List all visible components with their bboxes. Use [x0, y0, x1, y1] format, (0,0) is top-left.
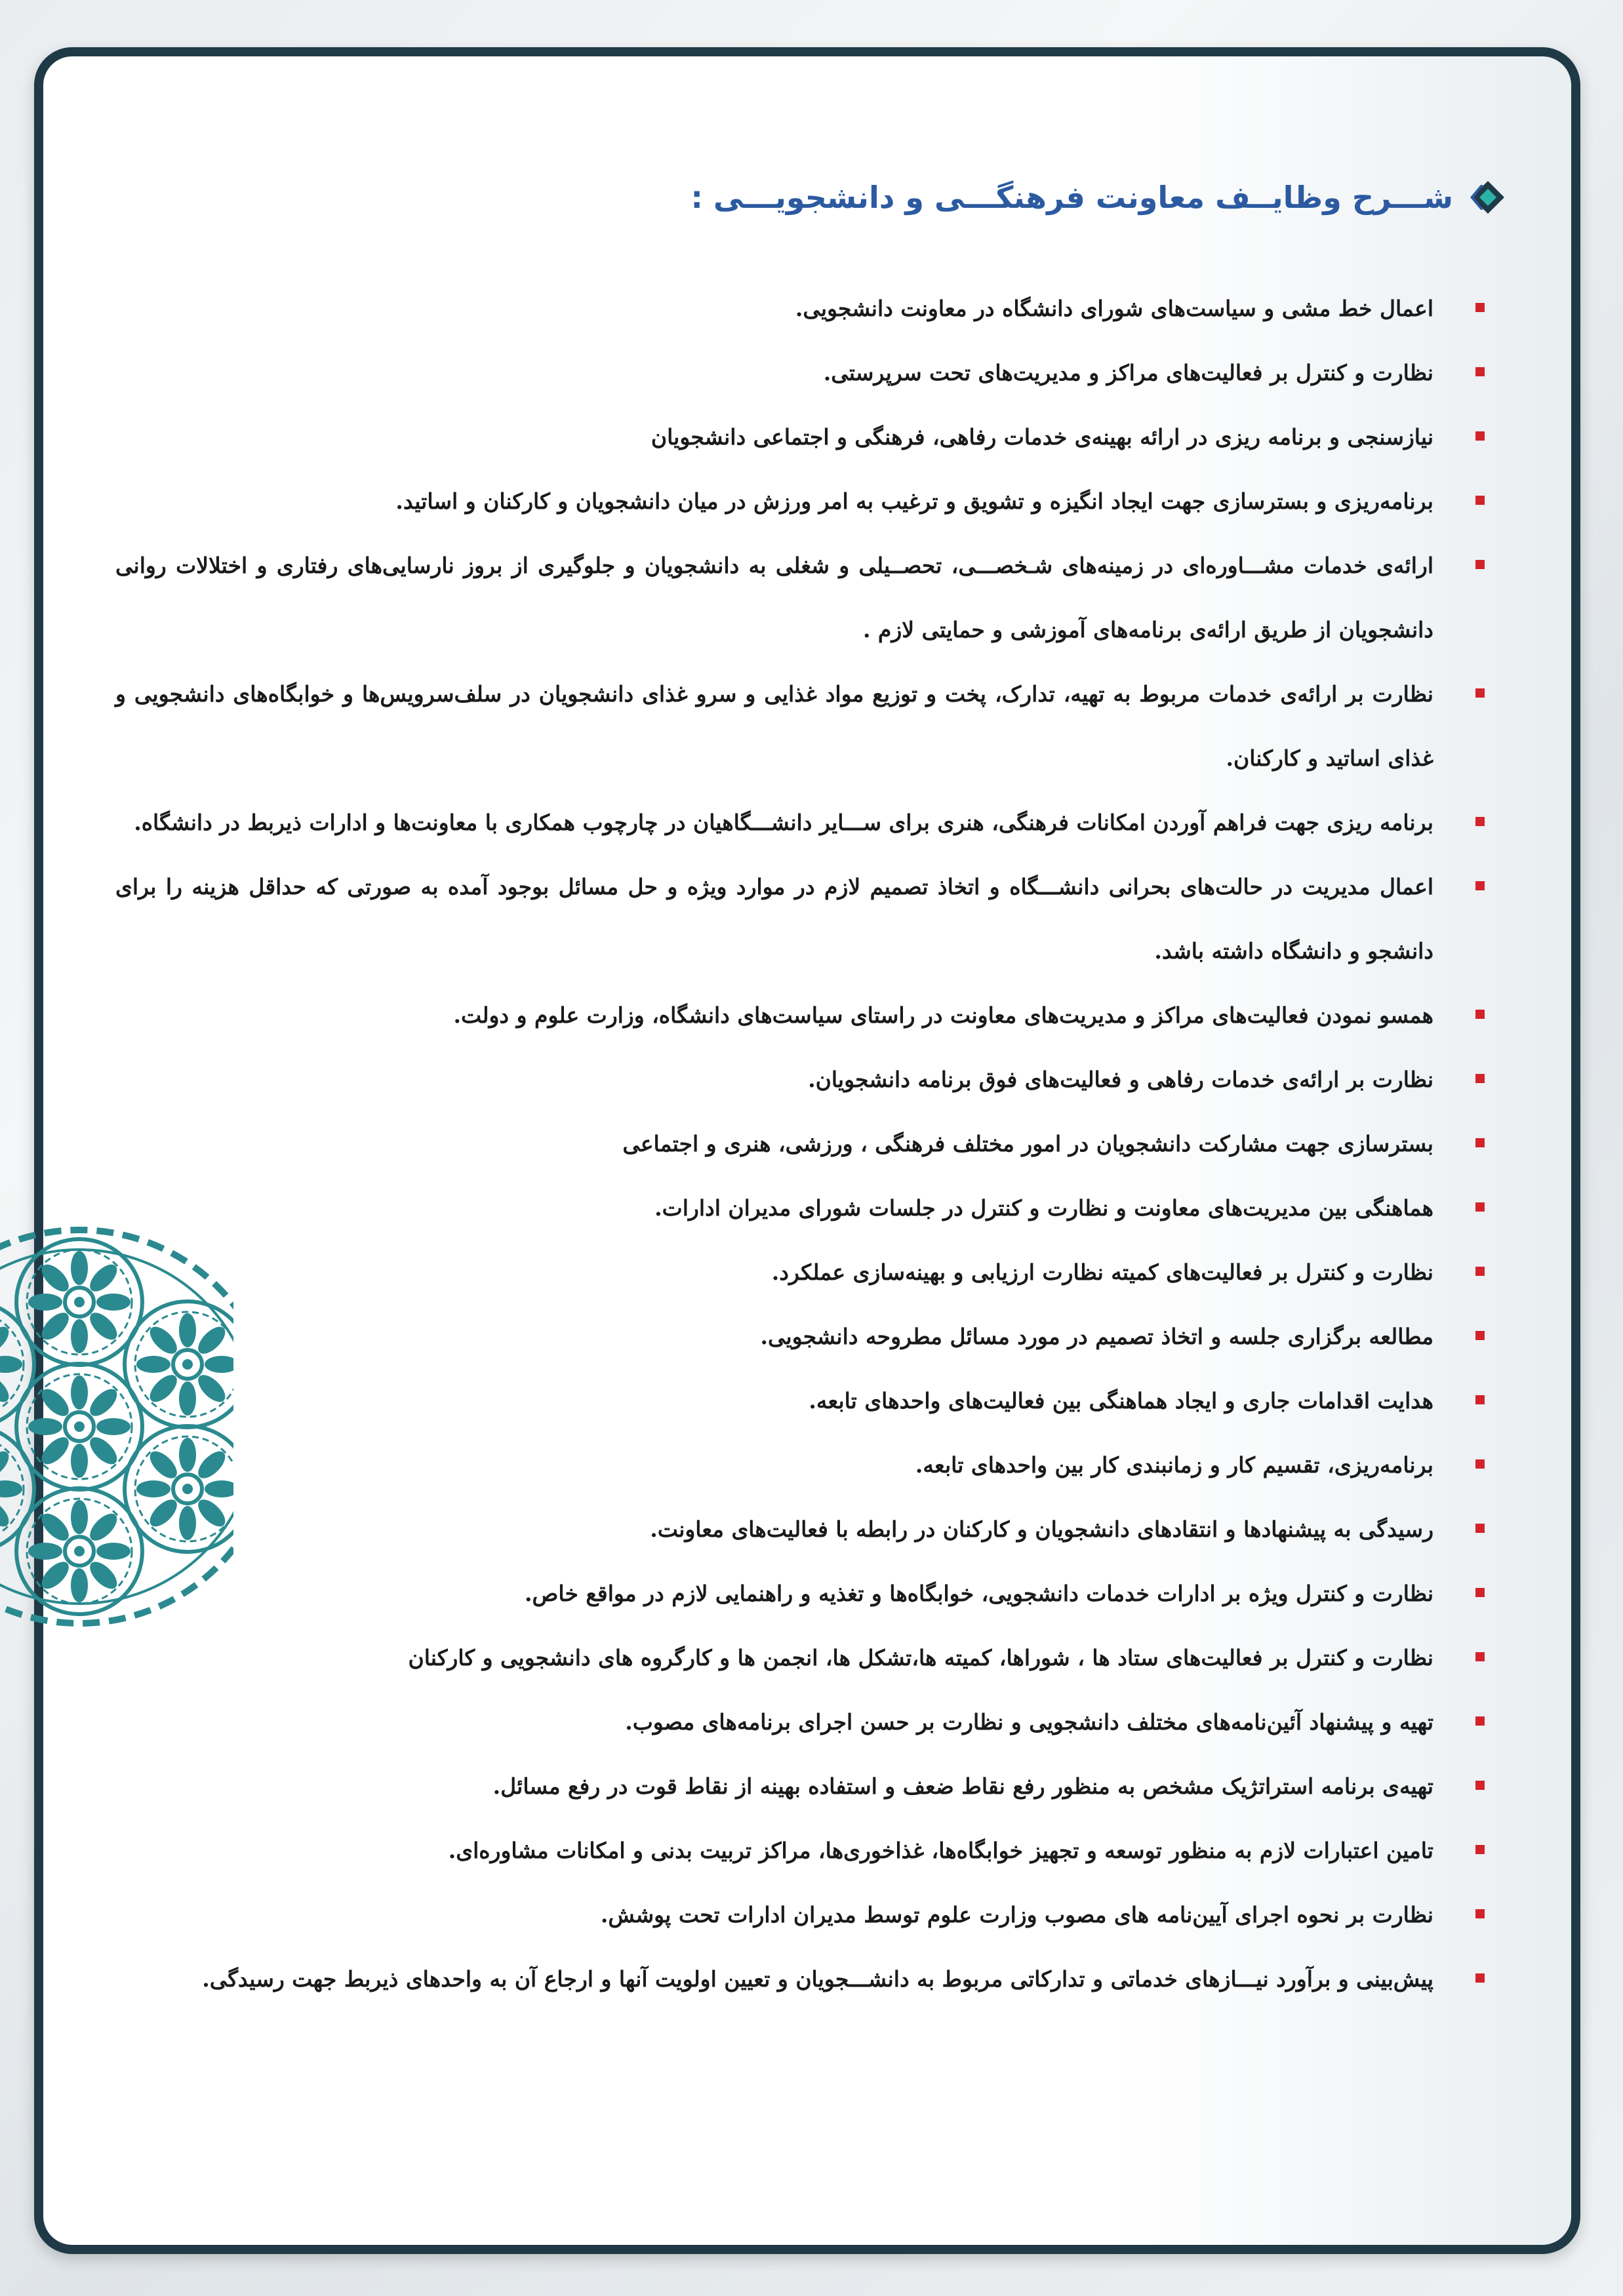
square-bullet-icon — [1475, 1395, 1485, 1404]
duty-text: نظارت بر ارائه‌ی خدمات مربوط به تهیه، تدارک، پخت و توزیع مواد غذایی و سرو غذای دانشجویان در سلف‌سرویس‌ها و خوابگاه‌های دانشجویی و غذای اساتید و کارکنان. — [115, 681, 1433, 771]
duty-item — [115, 1690, 1433, 1754]
square-bullet-icon — [1475, 496, 1485, 505]
duty-item — [115, 1754, 1433, 1819]
duty-text: اعمال مدیریت در حالت‌های بحرانی دانشـــگاه و اتخاذ تصمیم لازم در موارد ویژه و حل مسائل بوجود آمده به صورتی که حداقل هزینه را برای دانشجو و دانشگاه داشته باشد. — [115, 874, 1433, 964]
duty-text: بسترسازی جهت مشارکت دانشجویان در امور مختلف فرهنگی ، ورزشی، هنری و اجتماعی — [622, 1131, 1433, 1157]
duty-item — [115, 1433, 1433, 1497]
duty-item — [115, 1883, 1433, 1947]
duty-item — [115, 1819, 1433, 1883]
duty-item — [115, 341, 1433, 405]
duty-item — [115, 1947, 1433, 2011]
duty-item — [115, 1497, 1433, 1562]
square-bullet-icon — [1475, 1138, 1485, 1147]
duty-text: نیازسنجی و برنامه ریزی در ارائه بهینه‌ی خدمات رفاهی، فرهنگی و اجتماعی دانشجویان — [651, 424, 1433, 450]
duty-item — [115, 1562, 1433, 1626]
square-bullet-icon — [1475, 1074, 1485, 1083]
duty-item — [115, 277, 1433, 341]
duty-text: همسو نمودن فعالیت‌های مراکز و مدیریت‌های معاونت در راستای سیاست‌های دانشگاه، وزارت علوم و دولت. — [453, 1002, 1433, 1028]
duty-text: نظارت بر ارائه‌ی خدمات رفاهی و فعالیت‌های فوق برنامه دانشجویان. — [808, 1067, 1433, 1092]
square-bullet-icon — [1475, 303, 1485, 312]
duty-item — [115, 1626, 1433, 1690]
square-bullet-icon — [1475, 1267, 1485, 1276]
square-bullet-icon — [1475, 1202, 1485, 1212]
square-bullet-icon — [1475, 1010, 1485, 1019]
page-frame — [34, 47, 1580, 2254]
square-bullet-icon — [1475, 367, 1485, 376]
duty-text: هماهنگی بین مدیریت‌های معاونت و نظارت و کنترل در جلسات شورای مدیران ادارات. — [654, 1195, 1433, 1221]
duty-item — [115, 855, 1433, 983]
duty-item — [115, 1048, 1433, 1112]
duty-item — [115, 1176, 1433, 1240]
square-bullet-icon — [1475, 817, 1485, 826]
diamond-arrow-icon — [1469, 178, 1507, 216]
duty-item — [115, 791, 1433, 855]
duty-text: برنامه ریزی جهت فراهم آوردن امکانات فرهنگی، هنری برای ســـایر دانشـــگاهیان در چارچوب همکاری با معاونت‌ها و ادارات ذیربط در دانشگاه. — [134, 810, 1433, 835]
duty-text: نظارت بر نحوه اجرای آیین‌نامه های مصوب وزارت علوم توسط مدیران ادارات تحت پوشش. — [600, 1902, 1433, 1928]
duty-item — [115, 469, 1433, 534]
duty-text: مطالعه برگزاری جلسه و اتخاذ تصمیم در مورد مسائل مطروحه دانشجویی. — [760, 1324, 1433, 1349]
duty-text: رسیدگی به پیشنهادها و انتقادهای دانشجویان و کارکنان در رابطه با فعالیت‌های معاونت. — [650, 1516, 1433, 1542]
duty-text: نظارت و کنترل بر فعالیت‌های ستاد ها ، شوراها، کمیته ها،تشکل ها، انجمن ها و کارگروه های دانشجویی و کارکنان — [408, 1645, 1433, 1671]
duty-text: نظارت و کنترل ویژه بر ادارات خدمات دانشجویی، خوابگاه‌ها و تغذیه و راهنمایی لازم در مواقع خاص. — [525, 1581, 1433, 1606]
duty-text: برنامه‌ریزی، تقسیم کار و زمانبندی کار بین واحدهای تابعه. — [915, 1452, 1433, 1478]
square-bullet-icon — [1475, 1845, 1485, 1854]
duty-text: ارائه‌ی خدمات مشـــاوره‌ای در زمینه‌های شـخصـــی، تحصــیلی و شغلی به دانشجویان و جلوگیری از بروز نارسایی‌های رفتاری و اختلالات روانی دانشجویان از طریق ارائه‌ی برنامه‌های آموزشی و حمایتی لازم . — [115, 553, 1433, 643]
square-bullet-icon — [1475, 688, 1485, 698]
duty-item — [115, 1305, 1433, 1369]
duty-text: اعمال خط مشی و سیاست‌های شورای دانشگاه در معاونت دانشجویی. — [795, 296, 1433, 321]
square-bullet-icon — [1475, 1909, 1485, 1918]
square-bullet-icon — [1475, 431, 1485, 441]
square-bullet-icon — [1475, 1973, 1485, 1983]
square-bullet-icon — [1475, 1588, 1485, 1597]
square-bullet-icon — [1475, 1716, 1485, 1726]
page-title: شـــرح وظایــف معاونت فرهنگـــی و دانشجویـــی : — [691, 180, 1453, 215]
duty-item — [115, 662, 1433, 791]
duties-list — [115, 277, 1433, 2011]
duty-text: تامین اعتبارات لازم به منظور توسعه و تجهیز خوابگاه‌ها، غذاخوری‌ها، مراکز تربیت بدنی و امکانات مشاوره‌ای. — [448, 1838, 1433, 1863]
duty-item — [115, 405, 1433, 469]
duty-text: تهیه‌ی برنامه استراتژیک مشخص به منظور رفع نقاط ضعف و استفاده بهینه از نقاط قوت در رفع مسائل. — [492, 1773, 1433, 1799]
square-bullet-icon — [1475, 881, 1485, 890]
duty-item — [115, 1112, 1433, 1176]
duty-text: هدایت اقدامات جاری و ایجاد هماهنگی بین فعالیت‌های واحدهای تابعه. — [809, 1388, 1433, 1414]
square-bullet-icon — [1475, 1524, 1485, 1533]
duty-text: برنامه‌ریزی و بسترسازی جهت ایجاد انگیزه و تشویق و ترغیب به امر ورزش در میان دانشجویان و کارکنان و اساتید. — [395, 488, 1433, 514]
duty-item — [115, 1369, 1433, 1433]
duty-text: پیش‌بینی و برآورد نیـــازهای خدماتی و تدارکاتی مربوط به دانشـــجویان و تعیین اولویت آنها و ارجاع آن به واحدهای ذیربط جهت رسیدگی. — [202, 1966, 1433, 1992]
square-bullet-icon — [1475, 1652, 1485, 1661]
section-header — [691, 178, 1507, 216]
duty-text: نظارت و کنترل بر فعالیت‌های کمیته نظارت ارزیابی و بهینه‌سازی عملکرد. — [771, 1259, 1433, 1285]
duty-item — [115, 1240, 1433, 1305]
square-bullet-icon — [1475, 1331, 1485, 1340]
duty-text: نظارت و کنترل بر فعالیت‌های مراکز و مدیریت‌های تحت سرپرستی. — [823, 360, 1433, 386]
duty-text: تهیه و پیشنهاد آئین‌نامه‌های مختلف دانشجویی و نظارت بر حسن اجرای برنامه‌های مصوب. — [625, 1709, 1433, 1735]
square-bullet-icon — [1475, 560, 1485, 569]
duty-item — [115, 534, 1433, 662]
duty-item — [115, 983, 1433, 1048]
square-bullet-icon — [1475, 1781, 1485, 1790]
square-bullet-icon — [1475, 1459, 1485, 1469]
